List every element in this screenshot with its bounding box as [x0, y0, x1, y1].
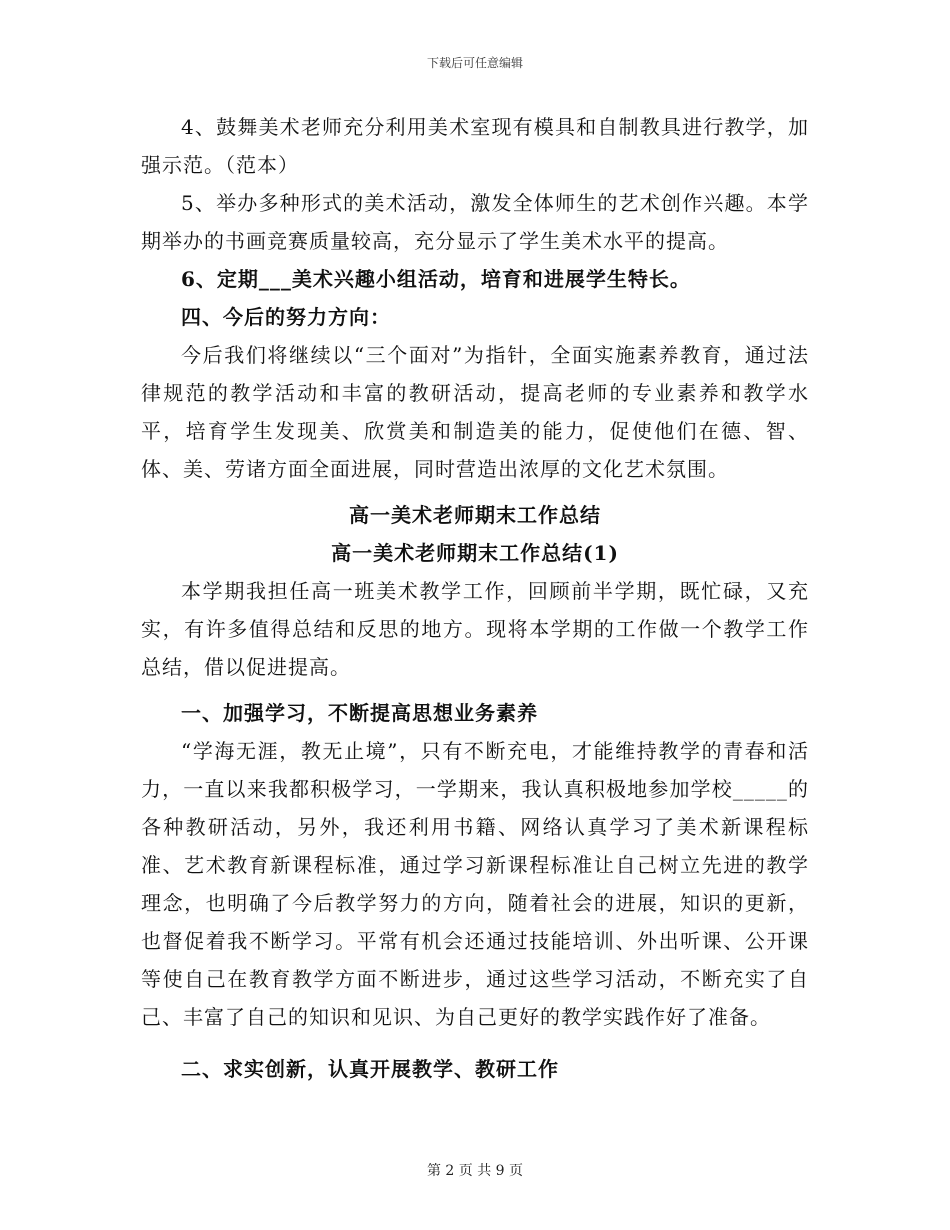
section-heading-teaching: 二、求实创新，认真开展教学、教研工作 — [181, 1057, 559, 1081]
paragraph-study: “学海无涯，教无止境”，只有不断充电，才能维持教学的青春和活力，一直以来我都积极学习，一学期来，我认真积极地参加学校_____的各种教研活动，另外，我还利用书籍、网络认真学习了美术新课程标准、艺术教育新课程标准，通过学习新课程标准让自己树立先进的教学理念，也明确了今后教学努力的方向，随着社会的进展，知识的更新，也督促着我不断学习。平常有机会还通过技能培训、外出听课、公开课等使自己在教育教学方面不断进步，通过这些学习活动，不断充实了自己、丰富了自己的知识和见识、为自己更好的教学实践作好了准备。 — [141, 739, 809, 1029]
paragraph-future-direction: 今后我们将继续以“三个面对”为指针，全面实施素养教育，通过法律规范的教学活动和丰富的教研活动，提高老师的专业素养和教学水平，培育学生发现美、欣赏美和制造美的能力，促使他们在德、智、体、美、劳诸方面全面进展，同时营造出浓厚的文化艺术氛围。 — [141, 343, 809, 481]
page-indicator: 第 2 页 共 9 页 — [426, 1163, 524, 1179]
paragraph-item-5: 5、举办多种形式的美术活动，激发全体师生的艺术创作兴趣。本学期举办的书画竞赛质量较高，充分显示了学生美术水平的提高。 — [141, 191, 809, 253]
paragraph-intro: 本学期我担任高一班美术教学工作，回顾前半学期，既忙碌，又充实，有许多值得总结和反思的地方。现将本学期的工作做一个教学工作总结，借以促进提高。 — [141, 579, 809, 679]
paragraph-item-4: 4、鼓舞美术老师充分利用美术室现有模具和自制教具进行教学，加强示范。（范本） — [141, 115, 809, 177]
section-heading-future-direction: 四、今后的努力方向： — [181, 305, 391, 329]
page-header-note: 下载后可任意编辑 — [426, 56, 523, 70]
section-heading-study: 一、加强学习，不断提高思想业务素养 — [181, 701, 538, 725]
document-title: 高一美术老师期末工作总结 — [349, 503, 601, 527]
paragraph-item-6: 6、定期___美术兴趣小组活动，培育和进展学生特长。 — [181, 267, 691, 291]
document-subtitle: 高一美术老师期末工作总结(1) — [331, 541, 619, 565]
document-body — [141, 108, 809, 1088]
